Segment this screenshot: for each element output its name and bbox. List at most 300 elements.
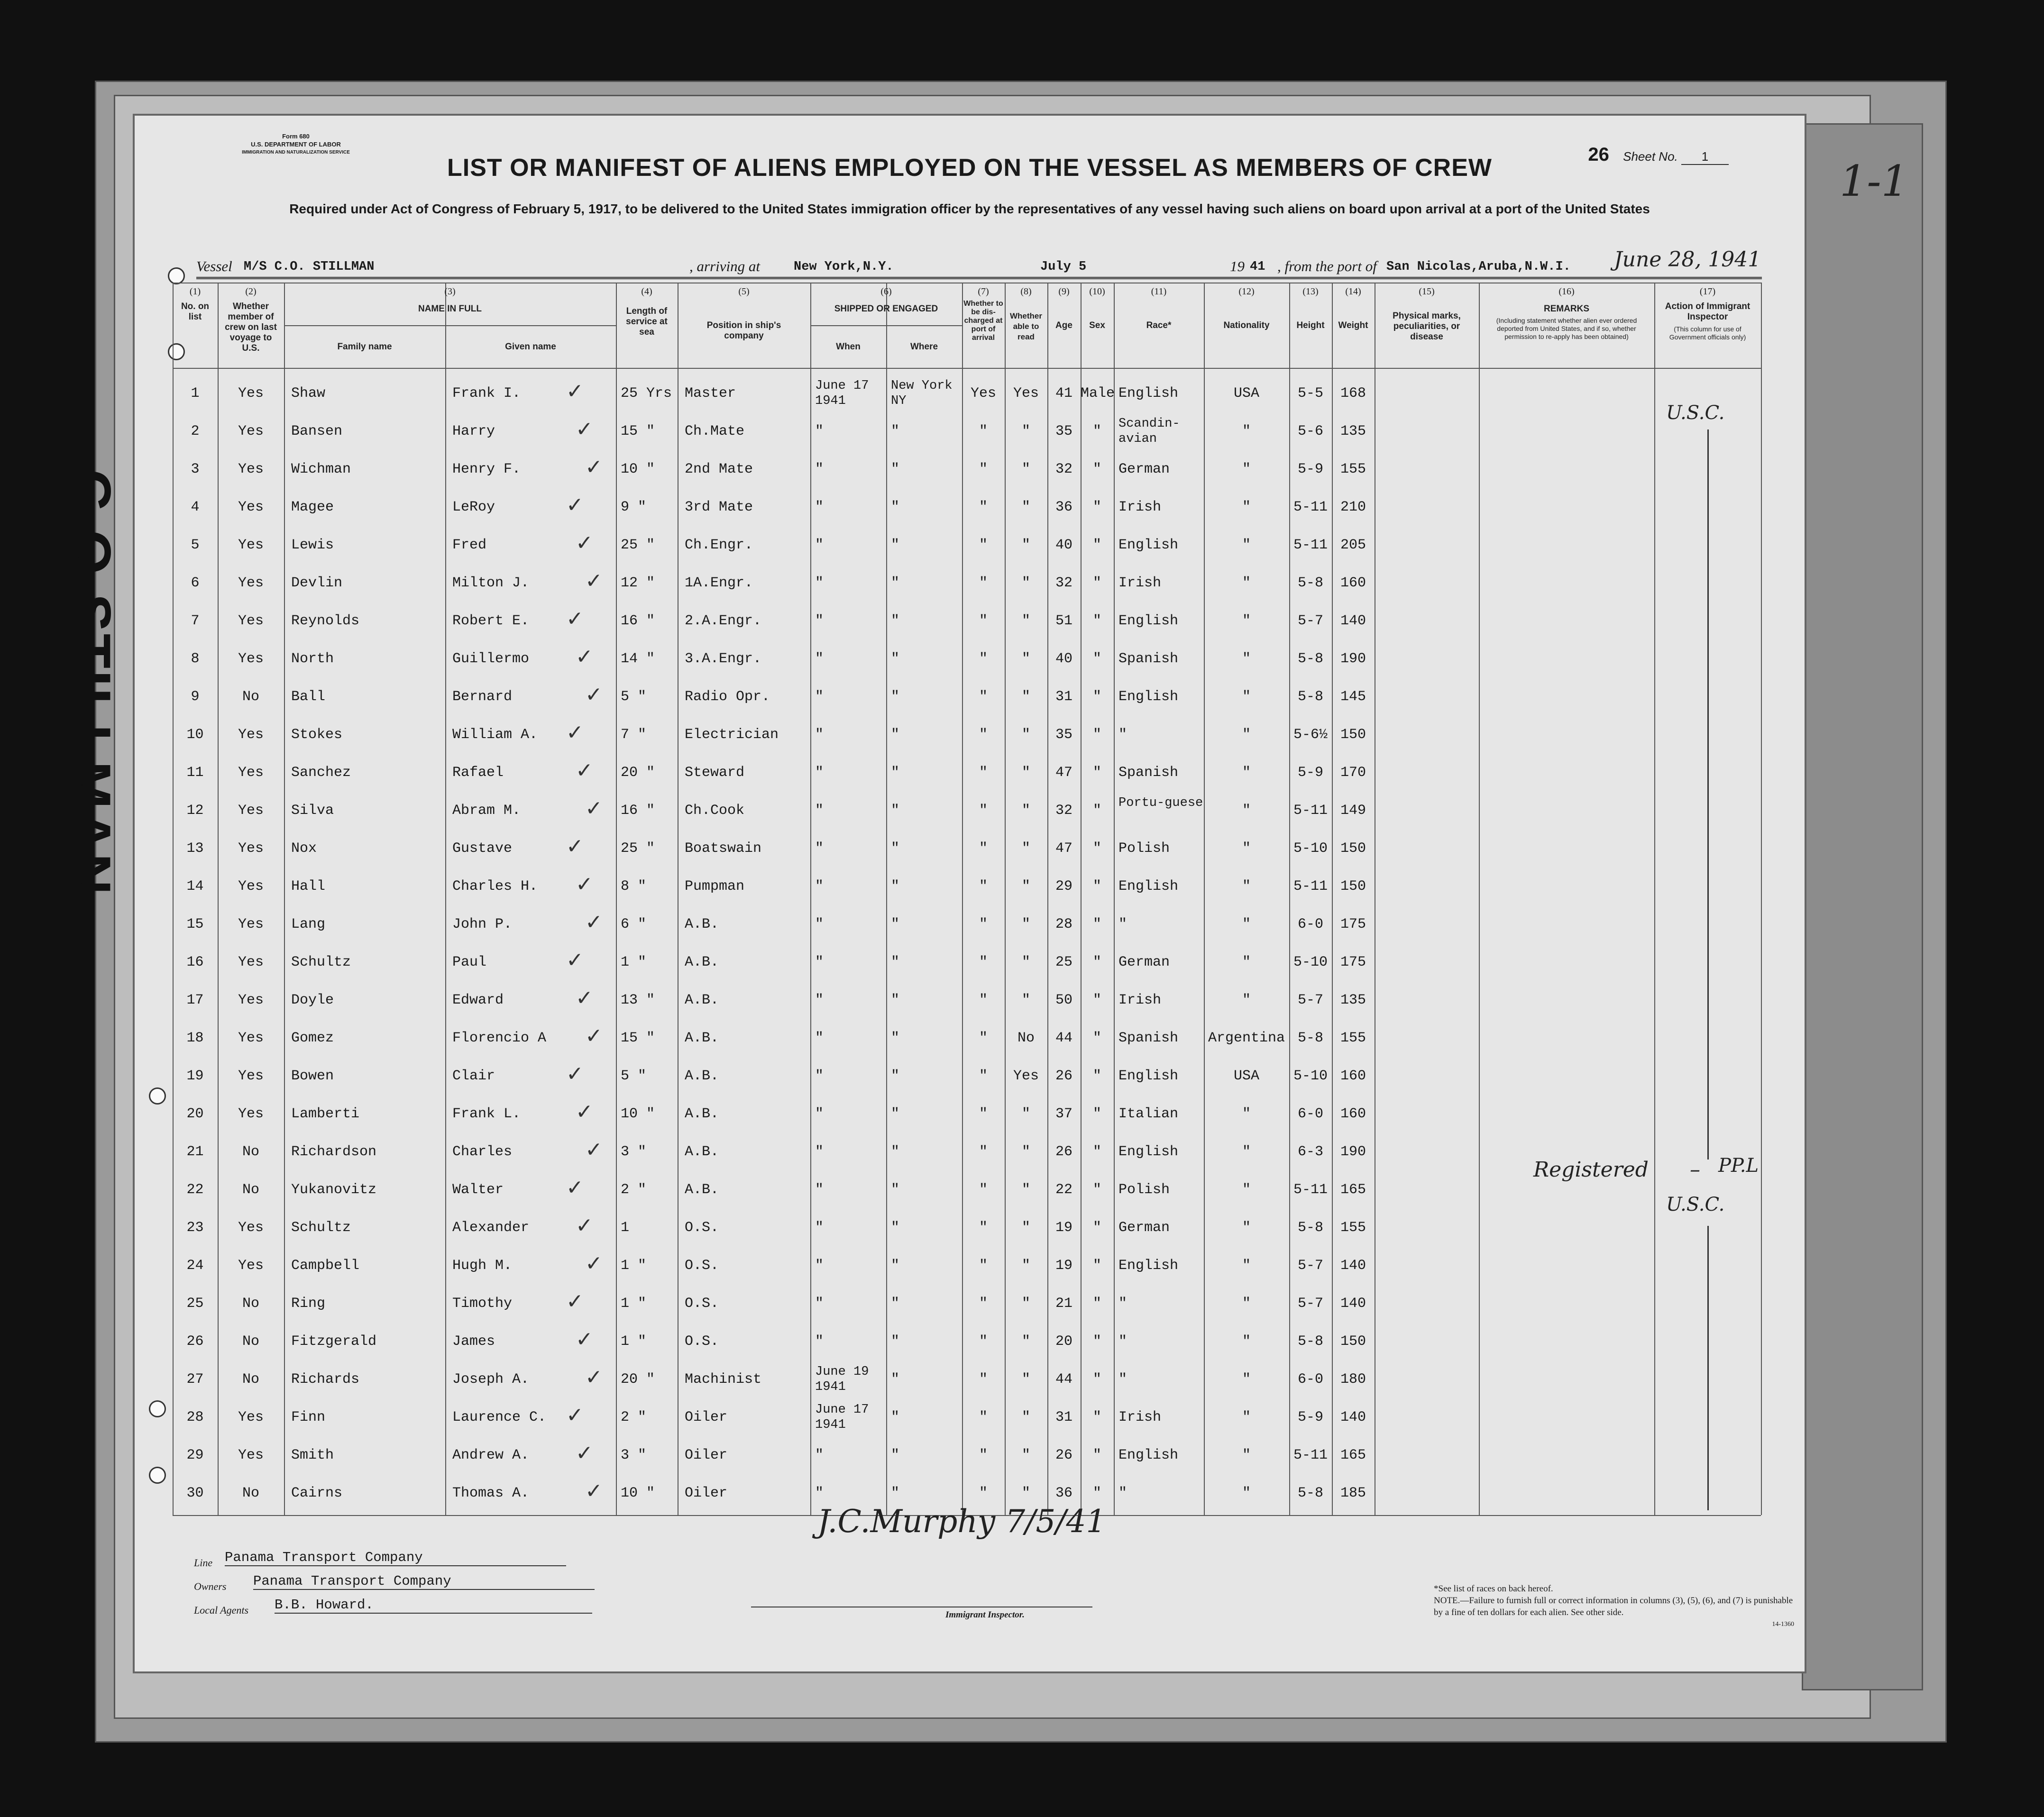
discharged-cell: " <box>979 727 988 743</box>
inspector-annotation-ppl: PP.L <box>1718 1155 1759 1177</box>
able-to-read-cell: " <box>1021 499 1030 515</box>
page-number: 26 <box>1588 144 1609 165</box>
family-name-cell: Schultz <box>291 1220 351 1236</box>
shipped-where-cell: " <box>891 1030 900 1046</box>
able-to-read-cell: " <box>1021 575 1030 591</box>
height-cell: 5-5 <box>1297 385 1323 402</box>
position-cell: O.S. <box>685 1296 719 1312</box>
family-name-cell: Ring <box>291 1296 326 1312</box>
sex-cell: " <box>1092 992 1101 1008</box>
position-cell: A.B. <box>685 1030 719 1046</box>
last-voyage-cell: Yes <box>238 765 264 781</box>
shipped-where-cell: " <box>891 803 900 819</box>
able-to-read-cell: " <box>1021 651 1030 667</box>
able-to-read-cell: " <box>1021 461 1030 477</box>
col-num-2: (2) <box>245 286 257 297</box>
col-num-11: (11) <box>1151 286 1167 297</box>
agents-label: Local Agents <box>194 1604 249 1616</box>
col-num-10: (10) <box>1089 286 1105 297</box>
weight-cell: 190 <box>1340 1144 1366 1160</box>
shipped-when-cell: " <box>815 1220 824 1236</box>
nationality-cell: " <box>1242 1447 1251 1463</box>
table-row <box>173 1325 1761 1360</box>
table-row <box>173 1287 1761 1323</box>
length-of-service-cell: 1 <box>621 1220 630 1236</box>
shipped-when-cell: " <box>815 689 824 705</box>
check-mark-icon: ✓ <box>566 607 584 631</box>
sex-cell: " <box>1092 575 1101 591</box>
check-mark-icon: ✓ <box>585 1251 603 1276</box>
last-voyage-cell: Yes <box>238 992 264 1008</box>
family-name-cell: Devlin <box>291 575 343 591</box>
given-name-cell: Rafael <box>452 765 504 781</box>
age-cell: 44 <box>1055 1371 1072 1388</box>
arrival-port: New York,N.Y. <box>794 260 894 274</box>
row-number-cell: 30 <box>186 1485 204 1501</box>
position-cell: Machinist <box>685 1371 762 1388</box>
check-mark-icon: ✓ <box>566 1403 584 1427</box>
length-of-service-cell: 5 " <box>621 689 647 705</box>
last-voyage-cell: Yes <box>238 461 264 477</box>
length-of-service-cell: 15 " <box>621 423 655 439</box>
sex-cell: " <box>1092 499 1101 515</box>
page-subtitle: Required under Act of Congress of February 5, 1917, to be delivered to the United States immigration officer by the representatives of any vessel having such aliens on board upon arrival at a port of the United States <box>289 201 1650 216</box>
penalty-note: NOTE.—Failure to furnish full or correct information in columns (3), (5), (6), and (7) is punishable by a fine of ten dollars for each alien. See other side. <box>1434 1596 1793 1617</box>
weight-cell: 175 <box>1340 954 1366 970</box>
length-of-service-cell: 14 " <box>621 651 655 667</box>
shipped-where-cell: " <box>891 765 900 781</box>
able-to-read-cell: Yes <box>1013 1068 1039 1084</box>
check-mark-icon: ✓ <box>585 1138 603 1162</box>
position-cell: Oiler <box>685 1409 728 1425</box>
vessel-label: Vessel <box>196 258 232 274</box>
age-cell: 41 <box>1055 385 1072 402</box>
nationality-cell: " <box>1242 423 1251 439</box>
departure-port: San Nicolas,Aruba,N.W.I. <box>1386 260 1571 274</box>
weight-cell: 135 <box>1340 423 1366 439</box>
given-name-cell: LeRoy <box>452 499 495 515</box>
col-num-15: (15) <box>1419 286 1435 297</box>
position-cell: 1A.Engr. <box>685 575 753 591</box>
position-cell: O.S. <box>685 1220 719 1236</box>
nationality-cell: " <box>1242 1182 1251 1198</box>
table-row <box>173 832 1761 867</box>
nationality-cell: " <box>1242 954 1251 970</box>
position-cell: A.B. <box>685 1068 719 1084</box>
weight-cell: 210 <box>1340 499 1366 515</box>
footer-notes <box>1434 1583 1794 1630</box>
length-of-service-cell: 16 " <box>621 613 655 629</box>
header-no-on-list: No. on list <box>181 301 210 322</box>
height-cell: 5-10 <box>1293 1068 1328 1084</box>
table-row <box>173 794 1761 830</box>
able-to-read-cell: " <box>1021 613 1030 629</box>
nationality-cell: " <box>1242 575 1251 591</box>
check-mark-icon: ✓ <box>585 910 603 934</box>
given-name-cell: Milton J. <box>452 575 530 591</box>
last-voyage-cell: Yes <box>238 1409 264 1425</box>
shipped-where-cell: " <box>891 1182 900 1198</box>
given-name-cell: Gustave <box>452 840 513 857</box>
weight-cell: 170 <box>1340 765 1366 781</box>
height-cell: 5-8 <box>1297 689 1323 705</box>
row-number-cell: 13 <box>186 840 204 857</box>
family-name-cell: Doyle <box>291 992 334 1008</box>
able-to-read-cell: " <box>1021 1296 1030 1312</box>
given-name-cell: Walter <box>452 1182 504 1198</box>
nationality-cell: " <box>1242 878 1251 895</box>
position-cell: Oiler <box>685 1447 728 1463</box>
length-of-service-cell: 10 " <box>621 461 655 477</box>
shipped-where-cell: " <box>891 499 900 515</box>
weight-cell: 150 <box>1340 1333 1366 1350</box>
row-number-cell: 21 <box>186 1144 204 1160</box>
row-number-cell: 19 <box>186 1068 204 1084</box>
header-physical-marks: Physical marks, peculiarities, or disease <box>1393 311 1461 342</box>
discharged-cell: " <box>979 765 988 781</box>
header-when: When <box>836 342 861 352</box>
height-cell: 5-8 <box>1297 1333 1323 1350</box>
discharged-cell: " <box>979 1068 988 1084</box>
table-row <box>173 1022 1761 1057</box>
discharged-cell: " <box>979 1182 988 1198</box>
sex-cell: " <box>1092 537 1101 553</box>
inspector-annotation-usc: U.S.C. <box>1666 402 1725 424</box>
row-number-cell: 16 <box>186 954 204 970</box>
height-cell: 6-3 <box>1297 1144 1323 1160</box>
weight-cell: 135 <box>1340 992 1366 1008</box>
sex-cell: " <box>1092 803 1101 819</box>
nationality-cell: USA <box>1233 1068 1259 1084</box>
length-of-service-cell: 1 " <box>621 1333 647 1350</box>
department: U.S. DEPARTMENT OF LABOR <box>251 141 341 148</box>
age-cell: 31 <box>1055 1409 1072 1425</box>
nationality-cell: " <box>1242 1409 1251 1425</box>
race-cell: Irish <box>1118 992 1162 1008</box>
table-row <box>173 1098 1761 1133</box>
last-voyage-cell: Yes <box>238 537 264 553</box>
shipped-when-cell: June 17 1941 <box>815 379 869 408</box>
header-height: Height <box>1296 320 1325 330</box>
shipped-where-cell: " <box>891 1258 900 1274</box>
sex-cell: " <box>1092 878 1101 895</box>
family-name-cell: Bansen <box>291 423 343 439</box>
able-to-read-cell: " <box>1021 954 1030 970</box>
shipped-when-cell: " <box>815 1106 824 1122</box>
height-cell: 6-0 <box>1297 1106 1323 1122</box>
table-row <box>173 491 1761 526</box>
age-cell: 36 <box>1055 1485 1072 1501</box>
weight-cell: 180 <box>1340 1371 1366 1388</box>
given-name-cell: Hugh M. <box>452 1258 513 1274</box>
discharged-cell: " <box>979 1371 988 1388</box>
last-voyage-cell: Yes <box>238 575 264 591</box>
discharged-cell: " <box>979 1030 988 1046</box>
sex-cell: " <box>1092 1144 1101 1160</box>
sex-cell: " <box>1092 954 1101 970</box>
given-name-cell: Guillermo <box>452 651 530 667</box>
row-number-cell: 10 <box>186 727 204 743</box>
height-cell: 6-0 <box>1297 916 1323 932</box>
given-name-cell: Florencio A <box>452 1030 547 1046</box>
age-cell: 47 <box>1055 840 1072 857</box>
height-cell: 5-11 <box>1293 499 1328 515</box>
check-mark-icon: ✓ <box>576 986 593 1010</box>
able-to-read-cell: " <box>1021 1220 1030 1236</box>
page-title: LIST OR MANIFEST OF ALIENS EMPLOYED ON THE VESSEL AS MEMBERS OF CREW <box>447 154 1492 182</box>
header-family-name: Family name <box>337 342 392 352</box>
given-name-cell: Thomas A. <box>452 1485 530 1501</box>
shipped-when-cell: " <box>815 1258 824 1274</box>
discharged-cell: " <box>979 575 988 591</box>
sex-cell: " <box>1092 689 1101 705</box>
check-mark-icon: ✓ <box>566 1062 584 1086</box>
family-name-cell: Sanchez <box>291 765 351 781</box>
position-cell: 2nd Mate <box>685 461 753 477</box>
header-sex: Sex <box>1089 320 1105 330</box>
weight-cell: 165 <box>1340 1447 1366 1463</box>
position-cell: 2.A.Engr. <box>685 613 762 629</box>
shipped-when-cell: " <box>815 1068 824 1084</box>
last-voyage-cell: Yes <box>238 1068 264 1084</box>
shipped-when-cell: " <box>815 727 824 743</box>
length-of-service-cell: 3 " <box>621 1447 647 1463</box>
sex-cell: " <box>1092 461 1101 477</box>
able-to-read-cell: " <box>1021 1106 1030 1122</box>
table-row <box>173 605 1761 640</box>
shipped-when-cell: June 17 1941 <box>815 1403 869 1432</box>
family-name-cell: Gomez <box>291 1030 334 1046</box>
nationality-cell: " <box>1242 689 1251 705</box>
nationality-cell: " <box>1242 992 1251 1008</box>
height-cell: 5-7 <box>1297 992 1323 1008</box>
sex-cell: " <box>1092 423 1101 439</box>
header-weight: Weight <box>1338 320 1368 330</box>
arriving-label: , arriving at <box>689 258 760 274</box>
col-num-1: (1) <box>189 286 201 297</box>
header-nationality: Nationality <box>1223 320 1270 330</box>
col-num-17: (17) <box>1699 286 1716 297</box>
given-name-cell: Harry <box>452 423 495 439</box>
last-voyage-cell: Yes <box>238 385 264 402</box>
family-name-cell: Lewis <box>291 537 334 553</box>
able-to-read-cell: Yes <box>1013 385 1039 402</box>
able-to-read-cell: " <box>1021 1447 1030 1463</box>
able-to-read-cell: " <box>1021 537 1030 553</box>
race-cell: " <box>1118 1333 1127 1350</box>
height-cell: 5-11 <box>1293 537 1328 553</box>
header-given-name: Given name <box>505 342 556 352</box>
height-cell: 5-6 <box>1297 423 1323 439</box>
discharged-cell: " <box>979 954 988 970</box>
position-cell: Radio Opr. <box>685 689 770 705</box>
discharged-cell: " <box>979 613 988 629</box>
underlying-sheet <box>1802 123 1923 1690</box>
row-number-cell: 27 <box>186 1371 204 1388</box>
shipped-when-cell: " <box>815 1182 824 1198</box>
height-cell: 5-11 <box>1293 878 1328 895</box>
given-name-cell: Alexander <box>452 1220 530 1236</box>
row-number-cell: 12 <box>186 803 204 819</box>
family-name-cell: Cairns <box>291 1485 343 1501</box>
position-cell: A.B. <box>685 1182 719 1198</box>
shipped-where-cell: " <box>891 651 900 667</box>
shipped-where-cell: " <box>891 461 900 477</box>
able-to-read-cell: " <box>1021 423 1030 439</box>
length-of-service-cell: 25 " <box>621 537 655 553</box>
header-discharged: Whether to be dis-charged at port of arrival <box>963 300 1003 342</box>
race-cell: English <box>1118 613 1179 629</box>
last-voyage-cell: No <box>242 1144 259 1160</box>
race-cell: " <box>1118 916 1127 932</box>
inspector-bracket-line <box>1707 1226 1709 1510</box>
shipped-when-cell: " <box>815 916 824 932</box>
sheet-no-value: 1 <box>1681 149 1729 165</box>
header-position: Position in ship's company <box>706 320 781 341</box>
position-cell: A.B. <box>685 1106 719 1122</box>
nationality-cell: Argentina <box>1208 1030 1285 1046</box>
header-remarks-note: (Including statement whether alien ever ordered deported from United States, and if so, whether permission to re-apply has been obtained) <box>1496 317 1637 340</box>
position-cell: Master <box>685 385 736 402</box>
given-name-cell: Bernard <box>452 689 513 705</box>
position-cell: A.B. <box>685 1144 719 1160</box>
remarks-dash: – <box>1690 1158 1700 1182</box>
table-row <box>173 946 1761 981</box>
position-cell: 3rd Mate <box>685 499 753 515</box>
header-where: Where <box>910 342 938 352</box>
shipped-when-cell: " <box>815 575 824 591</box>
family-name-cell: Campbell <box>291 1258 360 1274</box>
position-cell: 3.A.Engr. <box>685 651 762 667</box>
length-of-service-cell: 15 " <box>621 1030 655 1046</box>
check-mark-icon: ✓ <box>566 1176 584 1200</box>
race-cell: Italian <box>1118 1106 1179 1122</box>
punch-hole <box>168 267 185 284</box>
table-row <box>173 1060 1761 1095</box>
shipped-where-cell: " <box>891 423 900 439</box>
race-note: *See list of races on back hereof. <box>1434 1584 1553 1594</box>
header-name-in-full: NAME IN FULL <box>418 304 482 314</box>
last-voyage-cell: No <box>242 1182 259 1198</box>
header-inspector-note: (This column for use of Government officials only) <box>1669 325 1746 341</box>
shipped-where-cell: " <box>891 840 900 857</box>
inspector-signature: J.C.Murphy 7/5/41 <box>817 1503 1106 1540</box>
table-row <box>173 719 1761 754</box>
family-name-cell: Lang <box>291 916 326 932</box>
age-cell: 22 <box>1055 1182 1072 1198</box>
race-cell: German <box>1118 461 1170 477</box>
position-cell: O.S. <box>685 1258 719 1274</box>
shipped-where-cell: " <box>891 1296 900 1312</box>
race-cell: Spanish <box>1118 765 1179 781</box>
sex-cell: " <box>1092 613 1101 629</box>
family-name-cell: Schultz <box>291 954 351 970</box>
discharged-cell: " <box>979 878 988 895</box>
shipped-when-cell: " <box>815 461 824 477</box>
last-voyage-cell: Yes <box>238 613 264 629</box>
shipped-when-cell: " <box>815 1144 824 1160</box>
row-number-cell: 18 <box>186 1030 204 1046</box>
able-to-read-cell: " <box>1021 878 1030 895</box>
age-cell: 35 <box>1055 423 1072 439</box>
race-cell: English <box>1118 878 1179 895</box>
shipped-when-cell: " <box>815 499 824 515</box>
discharged-cell: " <box>979 840 988 857</box>
able-to-read-cell: " <box>1021 992 1030 1008</box>
nationality-cell: " <box>1242 613 1251 629</box>
weight-cell: 140 <box>1340 613 1366 629</box>
sex-cell: " <box>1092 1371 1101 1388</box>
shipped-where-cell: " <box>891 1447 900 1463</box>
name-subheader-rule <box>284 325 616 326</box>
remarks-registered: Registered <box>1533 1158 1649 1182</box>
shipped-where-cell: " <box>891 537 900 553</box>
given-name-cell: Frank I. <box>452 385 521 402</box>
row-number-cell: 25 <box>186 1296 204 1312</box>
table-row <box>173 681 1761 716</box>
age-cell: 36 <box>1055 499 1072 515</box>
year-suffix: 41 <box>1250 260 1265 274</box>
shipped-when-cell: " <box>815 992 824 1008</box>
given-name-cell: Andrew A. <box>452 1447 530 1463</box>
shipped-when-cell: " <box>815 803 824 819</box>
able-to-read-cell: No <box>1017 1030 1035 1046</box>
discharged-cell: " <box>979 1220 988 1236</box>
shipped-where-cell: " <box>891 1144 900 1160</box>
position-cell: A.B. <box>685 992 719 1008</box>
shipped-where-cell: " <box>891 878 900 895</box>
col-num-9: (9) <box>1058 286 1070 297</box>
row-number-cell: 1 <box>191 385 200 402</box>
position-cell: Electrician <box>685 727 779 743</box>
sex-cell: " <box>1092 1485 1101 1501</box>
check-mark-icon: ✓ <box>576 1214 593 1238</box>
age-cell: 32 <box>1055 575 1072 591</box>
service: IMMIGRATION AND NATURALIZATION SERVICE <box>242 150 350 155</box>
table-row <box>173 1363 1761 1398</box>
shipped-when-cell: " <box>815 1296 824 1312</box>
sex-cell: " <box>1092 1333 1101 1350</box>
age-cell: 40 <box>1055 537 1072 553</box>
age-cell: 29 <box>1055 878 1072 895</box>
table-row <box>173 1401 1761 1436</box>
last-voyage-cell: Yes <box>238 1030 264 1046</box>
given-name-cell: Henry F. <box>452 461 521 477</box>
sex-cell: " <box>1092 651 1101 667</box>
family-name-cell: Smith <box>291 1447 334 1463</box>
owners-value: Panama Transport Company <box>253 1573 595 1590</box>
shipped-where-cell: " <box>891 1106 900 1122</box>
check-mark-icon: ✓ <box>585 683 603 707</box>
check-mark-icon: ✓ <box>576 1327 593 1351</box>
check-mark-icon: ✓ <box>576 1441 593 1465</box>
position-cell: Ch.Engr. <box>685 537 753 553</box>
check-mark-icon: ✓ <box>566 721 584 745</box>
race-cell: Irish <box>1118 575 1162 591</box>
check-mark-icon: ✓ <box>576 872 593 896</box>
last-voyage-cell: Yes <box>238 878 264 895</box>
height-cell: 5-11 <box>1293 803 1328 819</box>
table-row <box>173 453 1761 488</box>
length-of-service-cell: 20 " <box>621 1371 655 1388</box>
shipped-when-cell: " <box>815 423 824 439</box>
position-cell: Steward <box>685 765 745 781</box>
row-number-cell: 3 <box>191 461 200 477</box>
punch-hole <box>149 1400 166 1417</box>
row-number-cell: 6 <box>191 575 200 591</box>
height-cell: 5-8 <box>1297 1485 1323 1501</box>
row-number-cell: 4 <box>191 499 200 515</box>
